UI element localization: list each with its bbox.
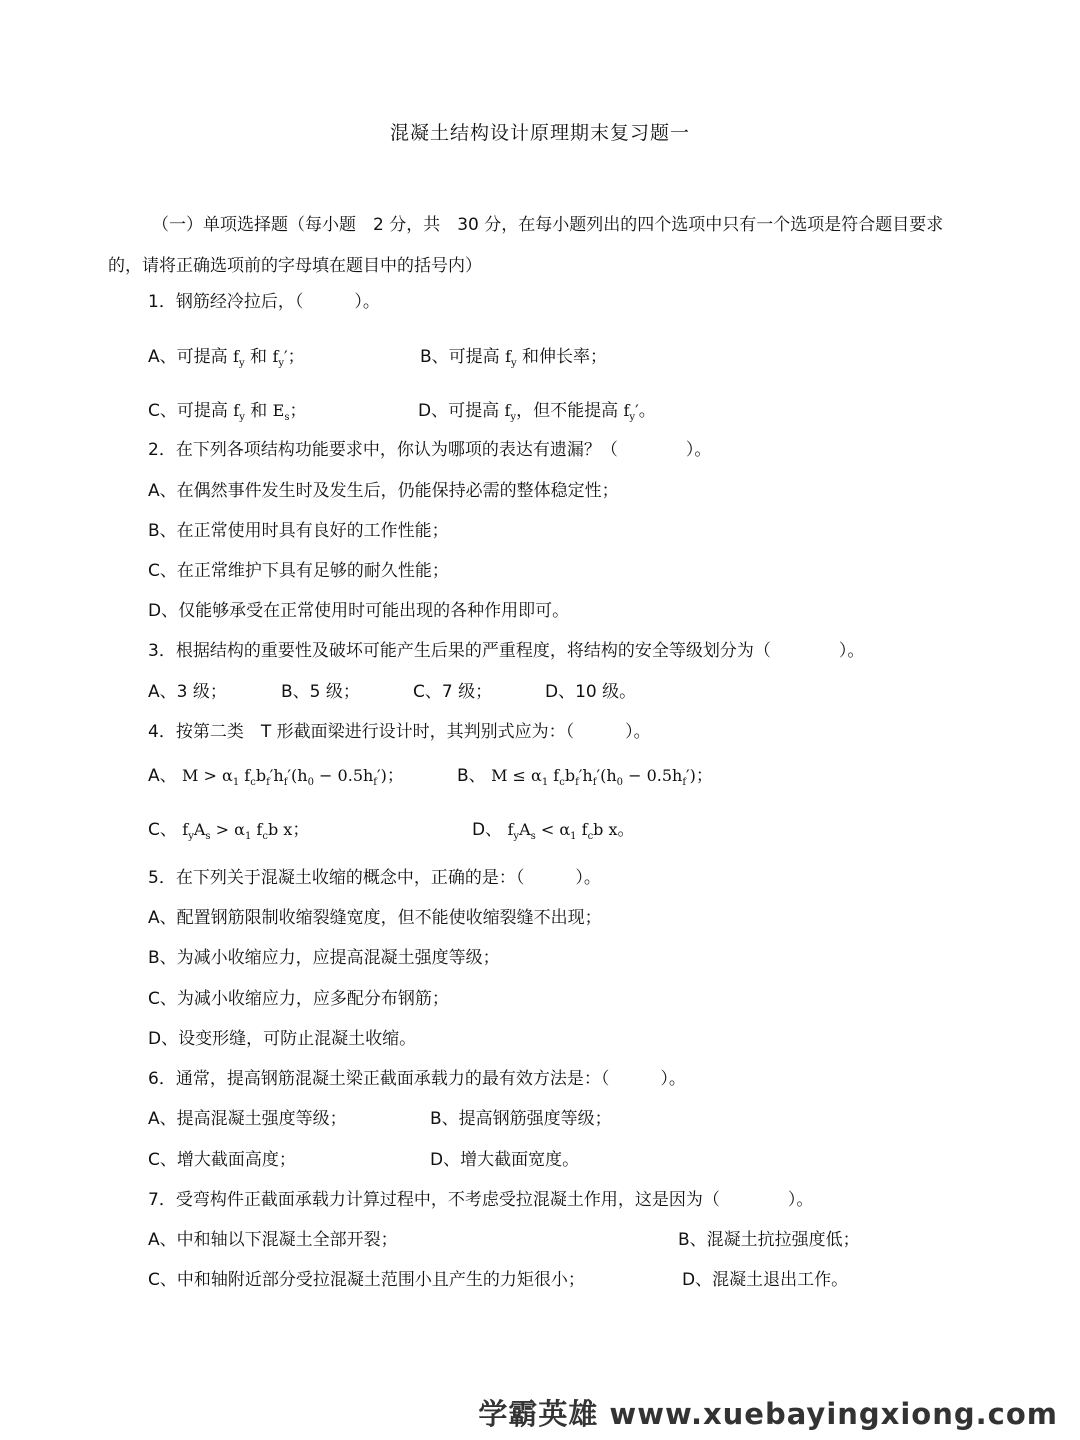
question-6-option-c: C、增大截面高度； <box>148 1150 296 1170</box>
question-7-option-c: C、中和轴附近部分受拉混凝土范围小且产生的力矩很小； <box>148 1270 585 1290</box>
section-intro: （一）单项选择题（每小题 2 分，共 30 分，在每小题列出的四个选项中只有一个选项是符合题目要求的，请将正确选项前的字母填在题目中的括号内） <box>108 215 944 276</box>
question-4-stem: 4．按第二类 T 形截面梁进行设计时，其判别式应为：（ ）。 <box>148 722 651 742</box>
question-3-option-c: C、7 级； <box>413 682 493 702</box>
question-2-option-c: C、在正常维护下具有足够的耐久性能； <box>148 561 449 581</box>
question-3-option-a: A、3 级； <box>148 682 227 702</box>
question-6-stem: 6．通常，提高钢筋混凝土梁正截面承载力的最有效方法是：（ ）。 <box>148 1069 686 1089</box>
question-1-option-a: A、可提高 $f_y$ 和 $f_y'$； <box>148 347 305 370</box>
question-2-option-b: B、在正常使用时具有良好的工作性能； <box>148 521 449 541</box>
question-1-option-d: D、可提高 $f_y$，但不能提高 $f_y'$。 <box>418 401 656 424</box>
question-2-stem: 2．在下列各项结构功能要求中，你认为哪项的表达有遗漏？（ ）。 <box>148 440 712 460</box>
question-7-option-b: B、混凝土抗拉强度低； <box>678 1230 860 1250</box>
question-3-stem: 3．根据结构的重要性及破坏可能产生后果的严重程度，将结构的安全等级划分为（ ）。 <box>148 641 865 661</box>
question-4-option-d: D、 $f_yA_s < \alpha_1$ $f_cb$ x。 <box>472 820 635 843</box>
question-2-option-d: D、仅能够承受在正常使用时可能出现的各种作用即可。 <box>148 601 570 621</box>
question-4-option-b: B、 $M \le \alpha_1$ $f_cb_f'h_f'(h_0 - 0.5h_f')$； <box>457 766 713 789</box>
question-5-stem: 5．在下列关于混凝土收缩的概念中，正确的是：（ ）。 <box>148 868 601 888</box>
question-6-option-b: B、提高钢筋强度等级； <box>430 1109 612 1129</box>
page-title: 混凝土结构设计原理期末复习题一 <box>389 122 690 144</box>
question-1-option-c: C、可提高 $f_y$ 和 $E_s$； <box>148 401 307 424</box>
question-7-stem: 7．受弯构件正截面承载力计算过程中，不考虑受拉混凝土作用，这是因为（ ）。 <box>148 1190 814 1210</box>
question-3-option-b: B、5 级； <box>281 682 360 702</box>
question-6-option-a: A、提高混凝土强度等级； <box>148 1109 347 1129</box>
question-1-stem: 1．钢筋经冷拉后，（ ）。 <box>148 292 380 312</box>
question-1-option-b: B、可提高 $f_y$ 和伸长率； <box>420 347 608 370</box>
question-5-option-d: D、设变形缝，可防止混凝土收缩。 <box>148 1029 417 1049</box>
question-5-option-a: A、配置钢筋限制收缩裂缝宽度，但不能使收缩裂缝不出现； <box>148 908 602 928</box>
site-watermark: 学霸英雄 www.xuebayingxiong.com <box>478 1397 1058 1431</box>
question-3-option-d: D、10 级。 <box>545 682 637 702</box>
question-7-option-a: A、中和轴以下混凝土全部开裂； <box>148 1230 398 1250</box>
question-5-option-c: C、为减小收缩应力，应多配分布钢筋； <box>148 989 449 1009</box>
question-6-option-d: D、增大截面宽度。 <box>430 1150 580 1170</box>
question-2-option-a: A、在偶然事件发生时及发生后，仍能保持必需的整体稳定性； <box>148 481 619 501</box>
question-5-option-b: B、为减小收缩应力，应提高混凝土强度等级； <box>148 948 500 968</box>
question-7-option-d: D、混凝土退出工作。 <box>682 1270 849 1290</box>
question-4-option-c: C、 $f_yA_s > \alpha_1$ $f_cb$ x； <box>148 820 310 843</box>
question-4-option-a: A、 $M > \alpha_1$ $f_cb_f'h_f'(h_0 - 0.5h_f')$； <box>148 766 404 789</box>
